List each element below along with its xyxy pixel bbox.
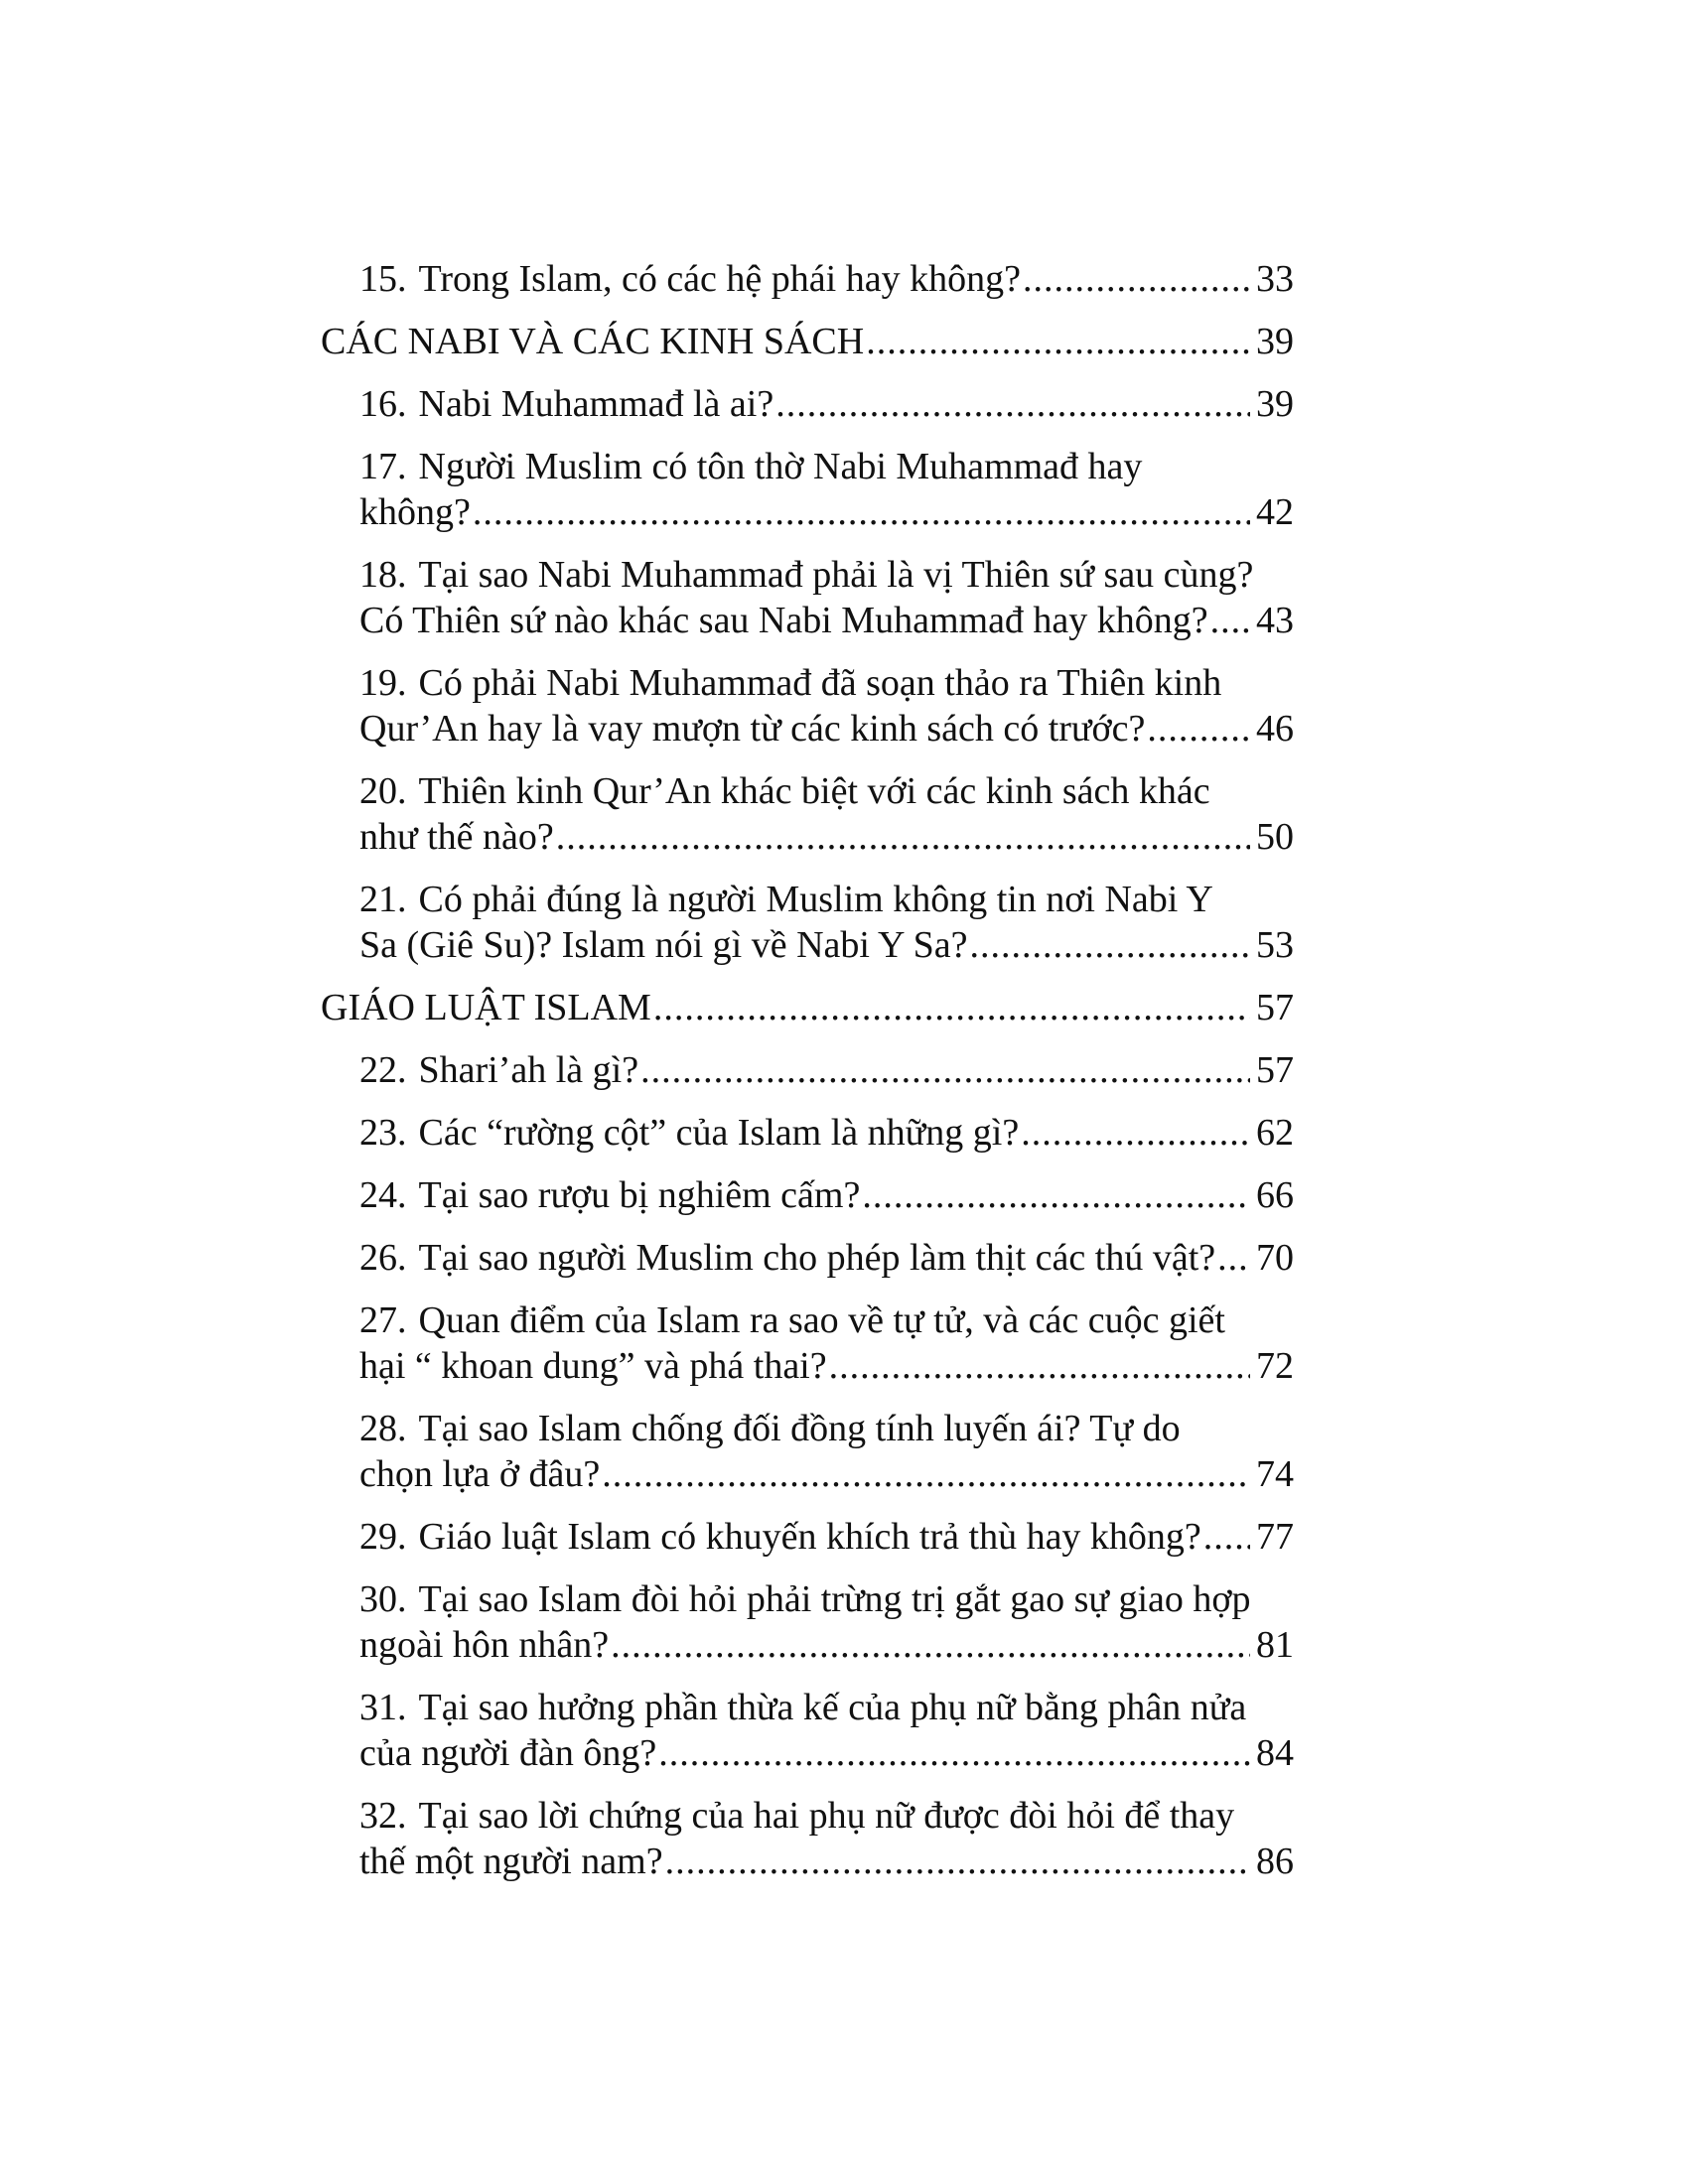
toc-entry-title-line: Tại sao Islam chống đối đồng tính luyến ái? Tự do (418, 1408, 1181, 1449)
toc-entry-title-line: Tại sao hưởng phần thừa kế của phụ nữ bằng phân nửa (418, 1687, 1247, 1728)
dot-leader (866, 319, 1250, 364)
page-number: 53 (1256, 924, 1294, 966)
toc-entry-title: như thế nào? (359, 816, 554, 858)
toc-entry-line (359, 1685, 1294, 1730)
toc-entry-line (359, 598, 1294, 643)
toc-entry[interactable] (321, 381, 1294, 427)
toc-entry[interactable] (321, 444, 1294, 535)
toc-entry-line (321, 985, 1294, 1030)
toc-entry-number: 17. (359, 446, 407, 487)
toc-entry-number: 29. (359, 1516, 407, 1558)
page-number: 74 (1256, 1453, 1294, 1495)
toc-entry-line (359, 1172, 1294, 1218)
toc-entry[interactable] (321, 1406, 1294, 1497)
toc-entry-title: của người đàn ông? (359, 1732, 657, 1774)
toc-entry-number: 22. (359, 1049, 407, 1091)
dot-leader (473, 489, 1250, 535)
toc-entry-line (359, 1451, 1294, 1497)
toc-entry-line (359, 1235, 1294, 1281)
dot-leader (1023, 256, 1250, 302)
toc-entry-title: ngoài hôn nhân? (359, 1624, 610, 1666)
toc-entry-line (359, 1576, 1294, 1622)
toc-entry[interactable] (321, 1235, 1294, 1281)
toc-entry-number: 21. (359, 879, 407, 920)
dot-leader (602, 1451, 1250, 1497)
toc-entry-line (359, 1793, 1294, 1839)
toc-entry[interactable] (321, 1297, 1294, 1389)
toc-entry-title-line: Quan điểm của Islam ra sao về tự tử, và các cuộc giết (418, 1299, 1225, 1341)
toc-entry-line (359, 1730, 1294, 1776)
toc-entry-line (359, 706, 1294, 751)
toc-entry-title-line: Tại sao lời chứng của hai phụ nữ được đòi hỏi để thay (418, 1795, 1235, 1837)
toc-entry-number: 20. (359, 770, 407, 812)
toc-entry-line (359, 1343, 1294, 1389)
toc-entry-number: 32. (359, 1795, 407, 1837)
toc-section-heading[interactable] (321, 319, 1294, 364)
toc-entry-number: 19. (359, 662, 407, 704)
toc-entry-line (359, 1047, 1294, 1093)
page-number: 72 (1256, 1345, 1294, 1387)
page-number: 43 (1256, 600, 1294, 641)
dot-leader (829, 1343, 1250, 1389)
dot-leader (969, 922, 1250, 968)
toc-entry-title: Tại sao rượu bị nghiêm cấm? (418, 1174, 861, 1216)
toc-entry-number: 23. (359, 1112, 407, 1154)
toc-entry[interactable] (321, 1576, 1294, 1668)
toc-entry[interactable] (321, 660, 1294, 751)
toc-entry[interactable] (321, 1047, 1294, 1093)
toc-entry[interactable] (321, 256, 1294, 302)
dot-leader (665, 1839, 1250, 1884)
toc-entry-line (359, 768, 1294, 814)
page-number: 84 (1256, 1732, 1294, 1774)
dot-leader (1217, 1235, 1250, 1281)
page-number: 42 (1256, 491, 1294, 533)
page-number: 77 (1256, 1516, 1294, 1558)
toc-entry-number: 30. (359, 1578, 407, 1620)
toc-entry-title: Giáo luật Islam có khuyến khích trả thù hay không? (418, 1516, 1201, 1558)
dot-leader (658, 1730, 1250, 1776)
toc-entry-title: Tại sao người Muslim cho phép làm thịt các thú vật? (418, 1237, 1216, 1279)
toc-entry-line (359, 1297, 1294, 1343)
toc-entry[interactable] (321, 552, 1294, 643)
toc-entry-line (359, 660, 1294, 706)
dot-leader (1147, 706, 1250, 751)
toc-entry-number: 24. (359, 1174, 407, 1216)
page-number: 57 (1256, 1049, 1294, 1091)
toc-entry[interactable] (321, 1172, 1294, 1218)
page-number: 70 (1256, 1237, 1294, 1279)
page-number: 33 (1256, 258, 1294, 300)
toc-entry-title: thế một người nam? (359, 1841, 663, 1882)
toc-entry-title-line: Người Muslim có tôn thờ Nabi Muhammađ hay (418, 446, 1143, 487)
toc-entry-title: Qur’An hay là vay mượn từ các kinh sách có trước? (359, 708, 1146, 750)
toc-entry-number: 15. (359, 258, 407, 300)
page-number: 57 (1256, 987, 1294, 1028)
page-number: 66 (1256, 1174, 1294, 1216)
dot-leader (1021, 1110, 1250, 1156)
toc-entry-line (359, 922, 1294, 968)
toc-entry-line (321, 319, 1294, 364)
toc-entry-title: Trong Islam, có các hệ phái hay không? (418, 258, 1021, 300)
toc-entry-number: 16. (359, 383, 407, 425)
toc-entry-line (359, 877, 1294, 922)
toc-entry[interactable] (321, 1685, 1294, 1776)
toc-entry[interactable] (321, 1514, 1294, 1560)
toc-entry-title: không? (359, 491, 471, 533)
toc-entry[interactable] (321, 1793, 1294, 1884)
toc-entry-line (359, 444, 1294, 489)
section-title: GIÁO LUẬT ISLAM (321, 987, 651, 1028)
toc-entry-title-line: Tại sao Islam đòi hỏi phải trừng trị gắt gao sự giao hợp (418, 1578, 1251, 1620)
dot-leader (862, 1172, 1250, 1218)
dot-leader (611, 1622, 1250, 1668)
toc-entry-number: 31. (359, 1687, 407, 1728)
toc-entry[interactable] (321, 768, 1294, 860)
page-number: 50 (1256, 816, 1294, 858)
dot-leader (653, 985, 1250, 1030)
toc-entry-line (359, 256, 1294, 302)
dot-leader (1203, 1514, 1250, 1560)
toc-entry-title-line: Có phải Nabi Muhammađ đã soạn thảo ra Thiên kinh (418, 662, 1222, 704)
toc-entry-line (359, 489, 1294, 535)
toc-entry-number: 26. (359, 1237, 407, 1279)
toc-entry-number: 18. (359, 554, 407, 596)
toc-entry-title: Nabi Muhammađ là ai? (418, 383, 774, 425)
toc-entry-line (359, 552, 1294, 598)
toc-entry-title: Shari’ah là gì? (418, 1049, 639, 1091)
dot-leader (640, 1047, 1250, 1093)
toc-entry-title: hại “ khoan dung” và phá thai? (359, 1345, 827, 1387)
toc-entry[interactable] (321, 877, 1294, 968)
page-number: 39 (1256, 383, 1294, 425)
toc-entry-number: 27. (359, 1299, 407, 1341)
toc-entry-line (359, 381, 1294, 427)
toc-entry-title: Sa (Giê Su)? Islam nói gì về Nabi Y Sa? (359, 924, 968, 966)
toc-entry-number: 28. (359, 1408, 407, 1449)
toc-entry-title: Có Thiên sứ nào khác sau Nabi Muhammađ hay không? (359, 600, 1208, 641)
dot-leader (556, 814, 1250, 860)
toc-section-heading[interactable] (321, 985, 1294, 1030)
section-title: CÁC NABI VÀ CÁC KINH SÁCH (321, 321, 865, 362)
toc-entry-title: chọn lựa ở đâu? (359, 1453, 601, 1495)
page-number: 81 (1256, 1624, 1294, 1666)
toc-entry-line (359, 1110, 1294, 1156)
page-number: 62 (1256, 1112, 1294, 1154)
dot-leader (775, 381, 1250, 427)
toc-entry-title-line: Tại sao Nabi Muhammađ phải là vị Thiên sứ sau cùng? (418, 554, 1254, 596)
toc-entry-line (359, 1622, 1294, 1668)
dot-leader (1210, 598, 1250, 643)
toc-entry-title-line: Thiên kinh Qur’An khác biệt với các kinh sách khác (418, 770, 1210, 812)
toc-entry-line (359, 1406, 1294, 1451)
toc-entry-title-line: Có phải đúng là người Muslim không tin nơi Nabi Y (418, 879, 1213, 920)
toc-entry-line (359, 1839, 1294, 1884)
toc-entry[interactable] (321, 1110, 1294, 1156)
page-number: 39 (1256, 321, 1294, 362)
toc-entry-line (359, 814, 1294, 860)
page-number: 46 (1256, 708, 1294, 750)
page-number: 86 (1256, 1841, 1294, 1882)
toc-entry-title: Các “rường cột” của Islam là những gì? (418, 1112, 1020, 1154)
toc-entry-line (359, 1514, 1294, 1560)
table-of-contents (321, 256, 1294, 1901)
